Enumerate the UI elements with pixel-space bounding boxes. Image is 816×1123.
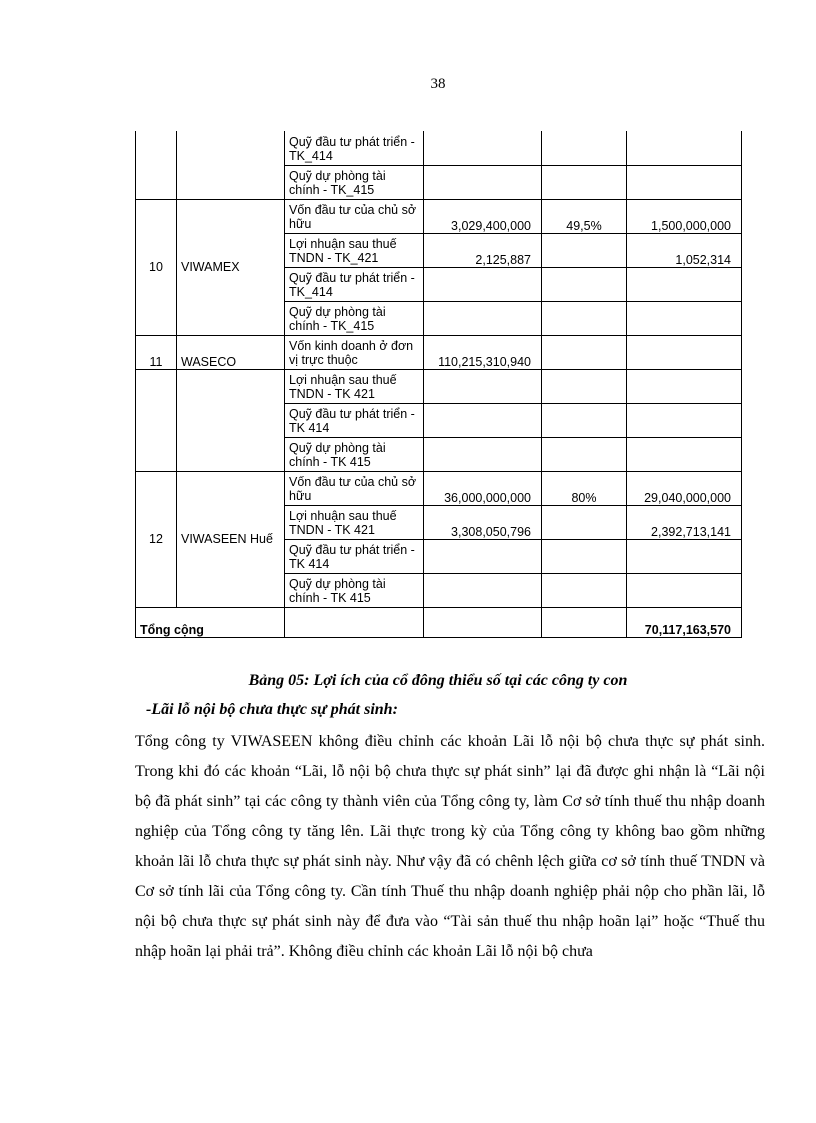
company-cell [177,369,285,471]
item-cell: Quỹ dự phòng tài chính - TK_415 [285,301,424,335]
value-cell: 2,125,887 [424,233,542,267]
value-cell [424,267,542,301]
company-cell: VIWAMEX [177,199,285,335]
value-cell [424,437,542,471]
total-label: Tổng cộng [136,607,285,637]
item-cell: Lợi nhuận sau thuế TNDN - TK 421 [285,369,424,403]
item-cell: Vốn kinh doanh ở đơn vị trực thuộc [285,335,424,369]
rate-cell [542,369,627,403]
company-cell: WASECO [177,335,285,369]
item-cell: Quỹ dự phòng tài chính - TK 415 [285,437,424,471]
value-cell [424,403,542,437]
table-row [136,471,742,505]
share-cell: 1,500,000,000 [627,199,742,233]
table-caption: Bảng 05: Lợi ích của cổ đông thiểu số tại các công ty con [248,672,628,689]
rate-cell: 49,5% [542,199,627,233]
rate-cell [542,607,627,637]
value-cell [424,369,542,403]
total-row [136,607,742,637]
rate-cell [542,573,627,607]
stt-cell [136,131,177,199]
share-cell [627,131,742,165]
share-cell [627,539,742,573]
rate-cell [542,131,627,165]
share-cell [627,335,742,369]
rate-cell [542,437,627,471]
share-cell: 29,040,000,000 [627,471,742,505]
rate-cell [542,403,627,437]
page-number: 38 [430,76,446,92]
table-row [136,369,742,403]
item-cell: Quỹ dự phòng tài chính - TK 415 [285,573,424,607]
stt-cell: 12 [136,471,177,607]
rate-cell [542,267,627,301]
total-value: 70,117,163,570 [627,607,742,637]
share-cell [627,369,742,403]
rate-cell [542,301,627,335]
company-cell [177,131,285,199]
share-cell [627,267,742,301]
share-cell [627,301,742,335]
share-cell [627,165,742,199]
value-cell: 110,215,310,940 [424,335,542,369]
rate-cell [542,335,627,369]
value-cell: 36,000,000,000 [424,471,542,505]
item-cell: Lợi nhuận sau thuế TNDN - TK_421 [285,233,424,267]
item-cell: Quỹ dự phòng tài chính - TK_415 [285,165,424,199]
stt-cell [136,369,177,471]
item-cell: Lợi nhuận sau thuế TNDN - TK 421 [285,505,424,539]
minority-interest-table [135,131,742,638]
section-subheading: -Lãi lỗ nội bộ chưa thực sự phát sinh: [146,701,398,718]
body-paragraph: Tổng công ty VIWASEEN không điều chỉnh các khoản Lãi lỗ nội bộ chưa thực sự phát sinh. Trong khi đó các khoản “Lãi, lỗ nội bộ chưa thực sự phát sinh” lại đã được ghi nhận là “Lãi nội bộ đã phát sinh” tại các công ty thành viên của Tổng công ty, làm Cơ sở tính thuế thu nhập doanh nghiệp của Tổng công ty tăng lên. Lãi thực trong kỳ của Tổng công ty không bao gồm những khoản lãi lỗ chưa thực sự phát sinh này. Như vậy đã có chênh lệch giữa cơ sở tính thuế TNDN và Cơ sở tính lãi của Tổng công ty. Cần tính Thuế thu nhập doanh nghiệp phải nộp cho phần lãi, lỗ nội bộ chưa thực sự phát sinh này để đưa vào “Tài sản thuế thu nhập hoãn lại” hoặc “Thuế thu nhập hoãn lại phải trả”. Không điều chỉnh các khoản Lãi lỗ nội bộ chưa [135,733,765,960]
table-row [136,335,742,369]
rate-cell [542,165,627,199]
rate-cell: 80% [542,471,627,505]
value-cell [424,301,542,335]
item-cell: Quỹ đầu tư phát triển - TK_414 [285,267,424,301]
value-cell [424,573,542,607]
company-cell: VIWASEEN Huế [177,471,285,607]
item-cell [285,607,424,637]
item-cell: Quỹ đầu tư phát triển - TK 414 [285,539,424,573]
table-row [136,199,742,233]
share-cell: 1,052,314 [627,233,742,267]
rate-cell [542,233,627,267]
item-cell: Quỹ đầu tư phát triển - TK_414 [285,131,424,165]
stt-cell: 11 [136,335,177,369]
stt-cell: 10 [136,199,177,335]
value-cell: 3,308,050,796 [424,505,542,539]
rate-cell [542,539,627,573]
item-cell: Quỹ đầu tư phát triển - TK 414 [285,403,424,437]
value-cell [424,131,542,165]
item-cell: Vốn đầu tư của chủ sở hữu [285,199,424,233]
item-cell: Vốn đầu tư của chủ sở hữu [285,471,424,505]
value-cell [424,607,542,637]
share-cell [627,403,742,437]
value-cell [424,165,542,199]
table-row [136,131,742,165]
value-cell [424,539,542,573]
share-cell [627,437,742,471]
share-cell [627,573,742,607]
value-cell: 3,029,400,000 [424,199,542,233]
share-cell: 2,392,713,141 [627,505,742,539]
rate-cell [542,505,627,539]
